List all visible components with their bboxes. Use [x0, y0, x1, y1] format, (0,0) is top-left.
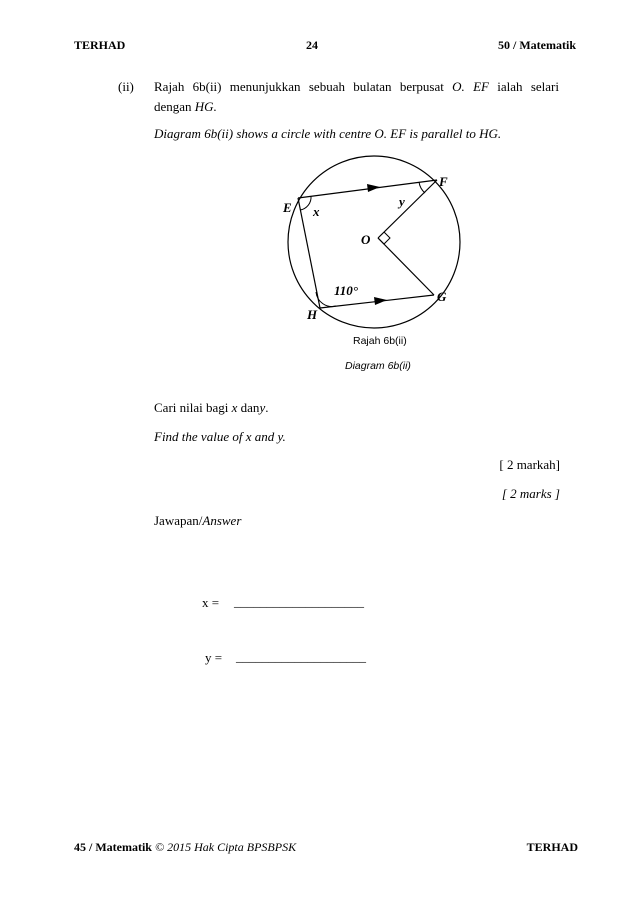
marks-malay: [ 2 markah]	[499, 457, 560, 472]
question-english: Diagram 6b(ii) shows a circle with centre O. EF is parallel to HG.	[154, 126, 502, 141]
label-g: G	[437, 289, 447, 304]
question-centre-label: O.	[452, 79, 465, 94]
answer-y-prefix: y =	[205, 650, 223, 665]
footer-left	[74, 840, 296, 855]
footer-copyright: © 2015 Hak Cipta BPSBPSK	[154, 840, 297, 854]
task-var-x: x	[231, 400, 238, 415]
label-o: O	[361, 232, 371, 247]
question-number: (ii)	[118, 79, 134, 94]
header-left: TERHAD	[74, 38, 126, 52]
question-parallel-label: HG.	[194, 99, 217, 114]
task-var-y: y	[259, 400, 266, 415]
answer-label	[154, 513, 241, 529]
task-malay-period: .	[265, 400, 269, 415]
answer-x-prefix: x =	[202, 595, 220, 610]
question-chord-label: EF	[473, 79, 489, 94]
answer-label-malay: Jawapan/	[154, 513, 203, 528]
question-malay-with: dengan	[154, 99, 192, 114]
label-e: E	[283, 200, 292, 215]
task-malay-and: dan	[240, 400, 260, 415]
angle-arc-y	[419, 182, 425, 193]
task-english: Find the value of x and y.	[154, 429, 286, 444]
footer-paper-code: 45 / Matematik	[74, 840, 152, 854]
label-x: x	[313, 204, 320, 219]
question-malay-tail: ialah selari	[497, 79, 559, 94]
radius-og	[378, 238, 434, 295]
right-angle-mark	[378, 232, 390, 244]
task-malay-text: Cari nilai bagi	[154, 400, 229, 415]
question-malay-text: Rajah 6b(ii) menunjukkan sebuah bulatan berpusat	[154, 79, 444, 94]
chord-ef	[298, 180, 437, 198]
label-f: F	[439, 174, 448, 189]
task-malay	[154, 400, 268, 416]
header-right: 50 / Matematik	[498, 38, 576, 52]
answer-x-blank[interactable]: ____________________	[234, 594, 364, 609]
label-h: H	[307, 307, 318, 322]
caption-english: Diagram 6b(ii)	[345, 360, 411, 372]
label-angle-110: 110°	[334, 283, 358, 298]
radius-of	[378, 180, 437, 238]
answer-label-english: Answer	[202, 513, 242, 528]
marks-english: [ 2 marks ]	[501, 486, 560, 501]
footer-right: TERHAD	[526, 840, 578, 854]
caption-malay: Rajah 6b(ii)	[353, 335, 407, 347]
page-number: 24	[306, 38, 318, 52]
label-y: y	[399, 194, 405, 209]
answer-y-blank[interactable]: ____________________	[236, 649, 366, 664]
